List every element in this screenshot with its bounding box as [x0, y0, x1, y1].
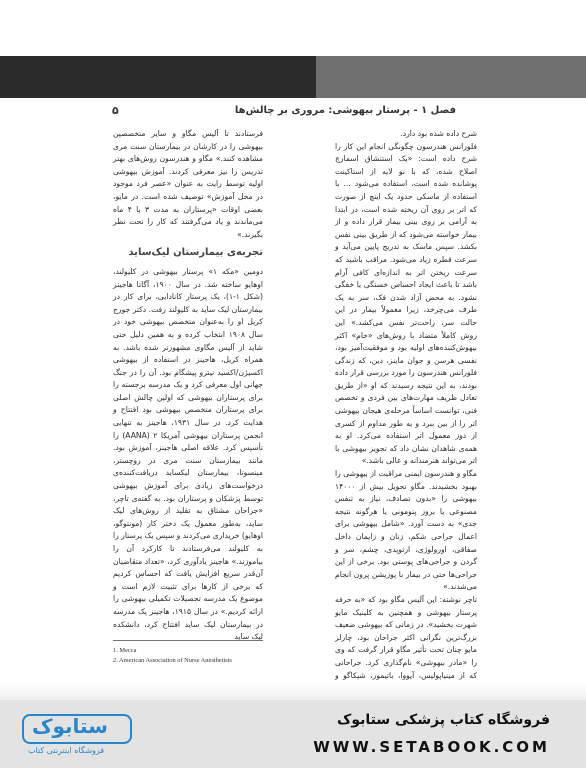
logo-subtitle: فروشگاه اینترنتی کتاب [28, 746, 105, 755]
section-title: تجربه‌ی بیمارستان لیک‌ساید [128, 247, 263, 259]
left-column [113, 128, 263, 644]
paragraph: تاچر نوشته: این آلیس مگاو بود که «به حرفه پرستار بیهوشی و همچنین به کلینیک مایو شهرت بخشید». در زمانی که بیهوشی ضعیف بزرگ‌ترین نگرانی اکثر جراحان بود، چارلز مایو چنان تحت تأثیر مگاو قرار گرفت که وی را «مادر بیهوشی» نام‌گذاری کرد. جراحانی که از مینیاپولیس، آیووا، باتیمور، شیکاگو و [335, 594, 477, 680]
footer-banner [0, 700, 586, 768]
chapter-title: فصل ۱ - پرستار بیهوشی: مروری بر چالش‌ها [234, 105, 456, 116]
store-url-link[interactable]: WWW.SETABOOK.COM [313, 738, 550, 756]
footnote-divider [113, 640, 263, 641]
footnote: 2. American Association of Nurse Anesthetists [113, 657, 232, 664]
paragraph: شرح داده شده بود دارد. [400, 129, 477, 138]
paragraph: مگاو و هندرسون ایمنی مراقبت از بیهوشی را بهبود بخشیدند. مگاو تحویل بیش از ۱۴۰۰۰ بیهوشی را «بدون تصادف، نیاز به تنفس مصنوعی یا بروز پنومونی یا هرگونه نتیجه جدی» به دست آورد. «شامل بیهوشی برای اعمال جراحی شکم، زنان و زایمان داخل صفاقی، اورولوژی، ارتوپدی، چشم، سر و گردن و جراحی‌های پوستی بود. برخی از این جراحی‌ها حتی در بیمار با پوزیشن پرون انجام می‌شدند.» [335, 469, 477, 592]
right-column [335, 128, 477, 707]
logo-mark-text: ستابوک [32, 714, 108, 738]
header-band-grey-block [316, 56, 586, 98]
footnote: 1. Mecca [113, 647, 137, 654]
header-band [0, 0, 586, 98]
setabook-logo[interactable] [22, 712, 132, 760]
paragraph: دومین «مکه ۱» پرستار بیهوشی در کلیولند، اوهایو ساخته شد. در سال ۱۹۰۰، آگاتا هاجینز (شکل ۱-۱)، یک پرستار کانادایی، برای کار در بیمارستان لیک ساید به کلیولند رفت. دکتر جورج کریل او را به‌عنوان متخصص بیهوشی خود در سال ۱۹۰۸ انتخاب کرده و به همین دلیل حتی شاید از آلیس مگاوی مشهورتر شده باشد. به همراه کریل، هاجینز در استفاده از بیهوشی اکسیژن/اکسید نیترو پیشگام بود. آن را در جنگ جهانی اول معرفی کرد و یک مدرسه برجسته را برای پرستاران بیهوشی که اولین چالش اصلی برای پرستاران متخصص بیهوشی بود افتتاح و هدایت کرد. در سال ۱۹۳۱، هاجینز به تنهایی انجمن پرستاران بیهوشی آمریکا ۲ (AANA) را تأسیس کرد. علاقه اصلی هاجینز، آموزش بود. مانند بیمارستان سنت مری در روچستر، مینسوتا، بیمارستان لیکساید دریافت‌کننده‌ی درخواست‌های زیادی برای آموزش بیهوشی توسط پزشکان و پرستاران بود. به گفته‌ی تاچر، «جراحان مشتاق به تقلید از روش‌های لیک ساید، به‌طور معمول یک دختر کار (مونتوگو، اوهایو) خریداری می‌کردند و سپس یک پرستار را به کلیولند می‌فرستادند تا کارکرد آن را بیاموزند.» هاجینز یادآوری کرد، «تعداد متقاضیان آن‌قدر سریع افزایش یافت که احساس کردیم که برخی از کارها برای تثبیت لازم است و موضوع یک مدرسه تحصیلات تکمیلی بیهوشی را ارائه کردیم.» در سال ۱۹۱۵، هاجینز یک مدرسه در بیمارستان لیک ساید افتتاح کرد، دانشکده لیک ساید [112, 266, 263, 642]
header-band-dark-block [0, 56, 316, 98]
footnotes [113, 646, 232, 666]
page-number: ۵ [112, 104, 119, 117]
page-bottom-shadow [0, 682, 586, 702]
paragraph: فلورانس هندرسون چگونگی انجام این کار را شرح داده است: «یک استنشاق اسمارچ اصلاح شده، که با نو لایه از استاکینت پوشانده شده است، استفاده می‌شود ... با استفاده از ماسکی حدود یک اینچ از صورت که اتر بر روی آن ریخته شده است، در ابتدا به آرامی بر روی بینی بیمار قرار داده و از بیمار خواسته می‌شود که از طریق بینی نفس بکشد. سپس ماسک به تدریج پایین می‌آید و سرعت قطره زیاد می‌شود. مراقب باشید که سرعت ریختن اتر به اندازه‌ای کافی آرام باشد تا باعث ایجاد احساس خستگی یا خفگی نشود. به محض آزاد شدن فک، سر به یک طرف می‌چرخد، زیرا معمولاً بیمار در این حالت سر، راحت‌تر نفس می‌کشد.» این روش کاملاً متضاد با روش‌های «خام» اکثر بیهوش‌کننده‌های اولیه بود و موفقیت‌آمیز بود، نفسی هرسن و جوان ماینز، دین، که زندگی فلورانس هندرسون را مورد بررسی قرار داده بودند، به این نتیجه رسیدند که او «از طریق تعادل ظریف مهارت‌های بین فردی و تخصص فنی، توانست اساساً مرحله‌ی هیجان بیهوشی اتر را از بین ببرد و به طور مداوم از کسری از دوز معمول اتر استفاده می‌کرد. او به همه‌ی شاهدان نشان داد که تجویز بیهوشی با اتر می‌تواند هنرمندانه و عالی باشد.» [335, 141, 477, 466]
paragraph: فرستادند تا آلیس مگاو و سایر متخصصین بیهوشی را در کارشان در بیمارستان سنت مری مشاهده کنند.» مگاو و هندرسون روش‌های بهتر تدریس را نیز معرفی کردند. آموزش بیهوشی اولیه توسط رایت به عنوان «عصر فرد موجود در محل آموزش» توصیف شده است. در مایو، بعضی اوقات «پرستاران به مدت ۳ یا ۴ ماه می‌ماندند و یاد می‌گرفتند که کار را تحت نظر بگیرند.» [113, 129, 263, 239]
store-name: فروشگاه کتاب پزشکی ستابوک [337, 712, 550, 728]
